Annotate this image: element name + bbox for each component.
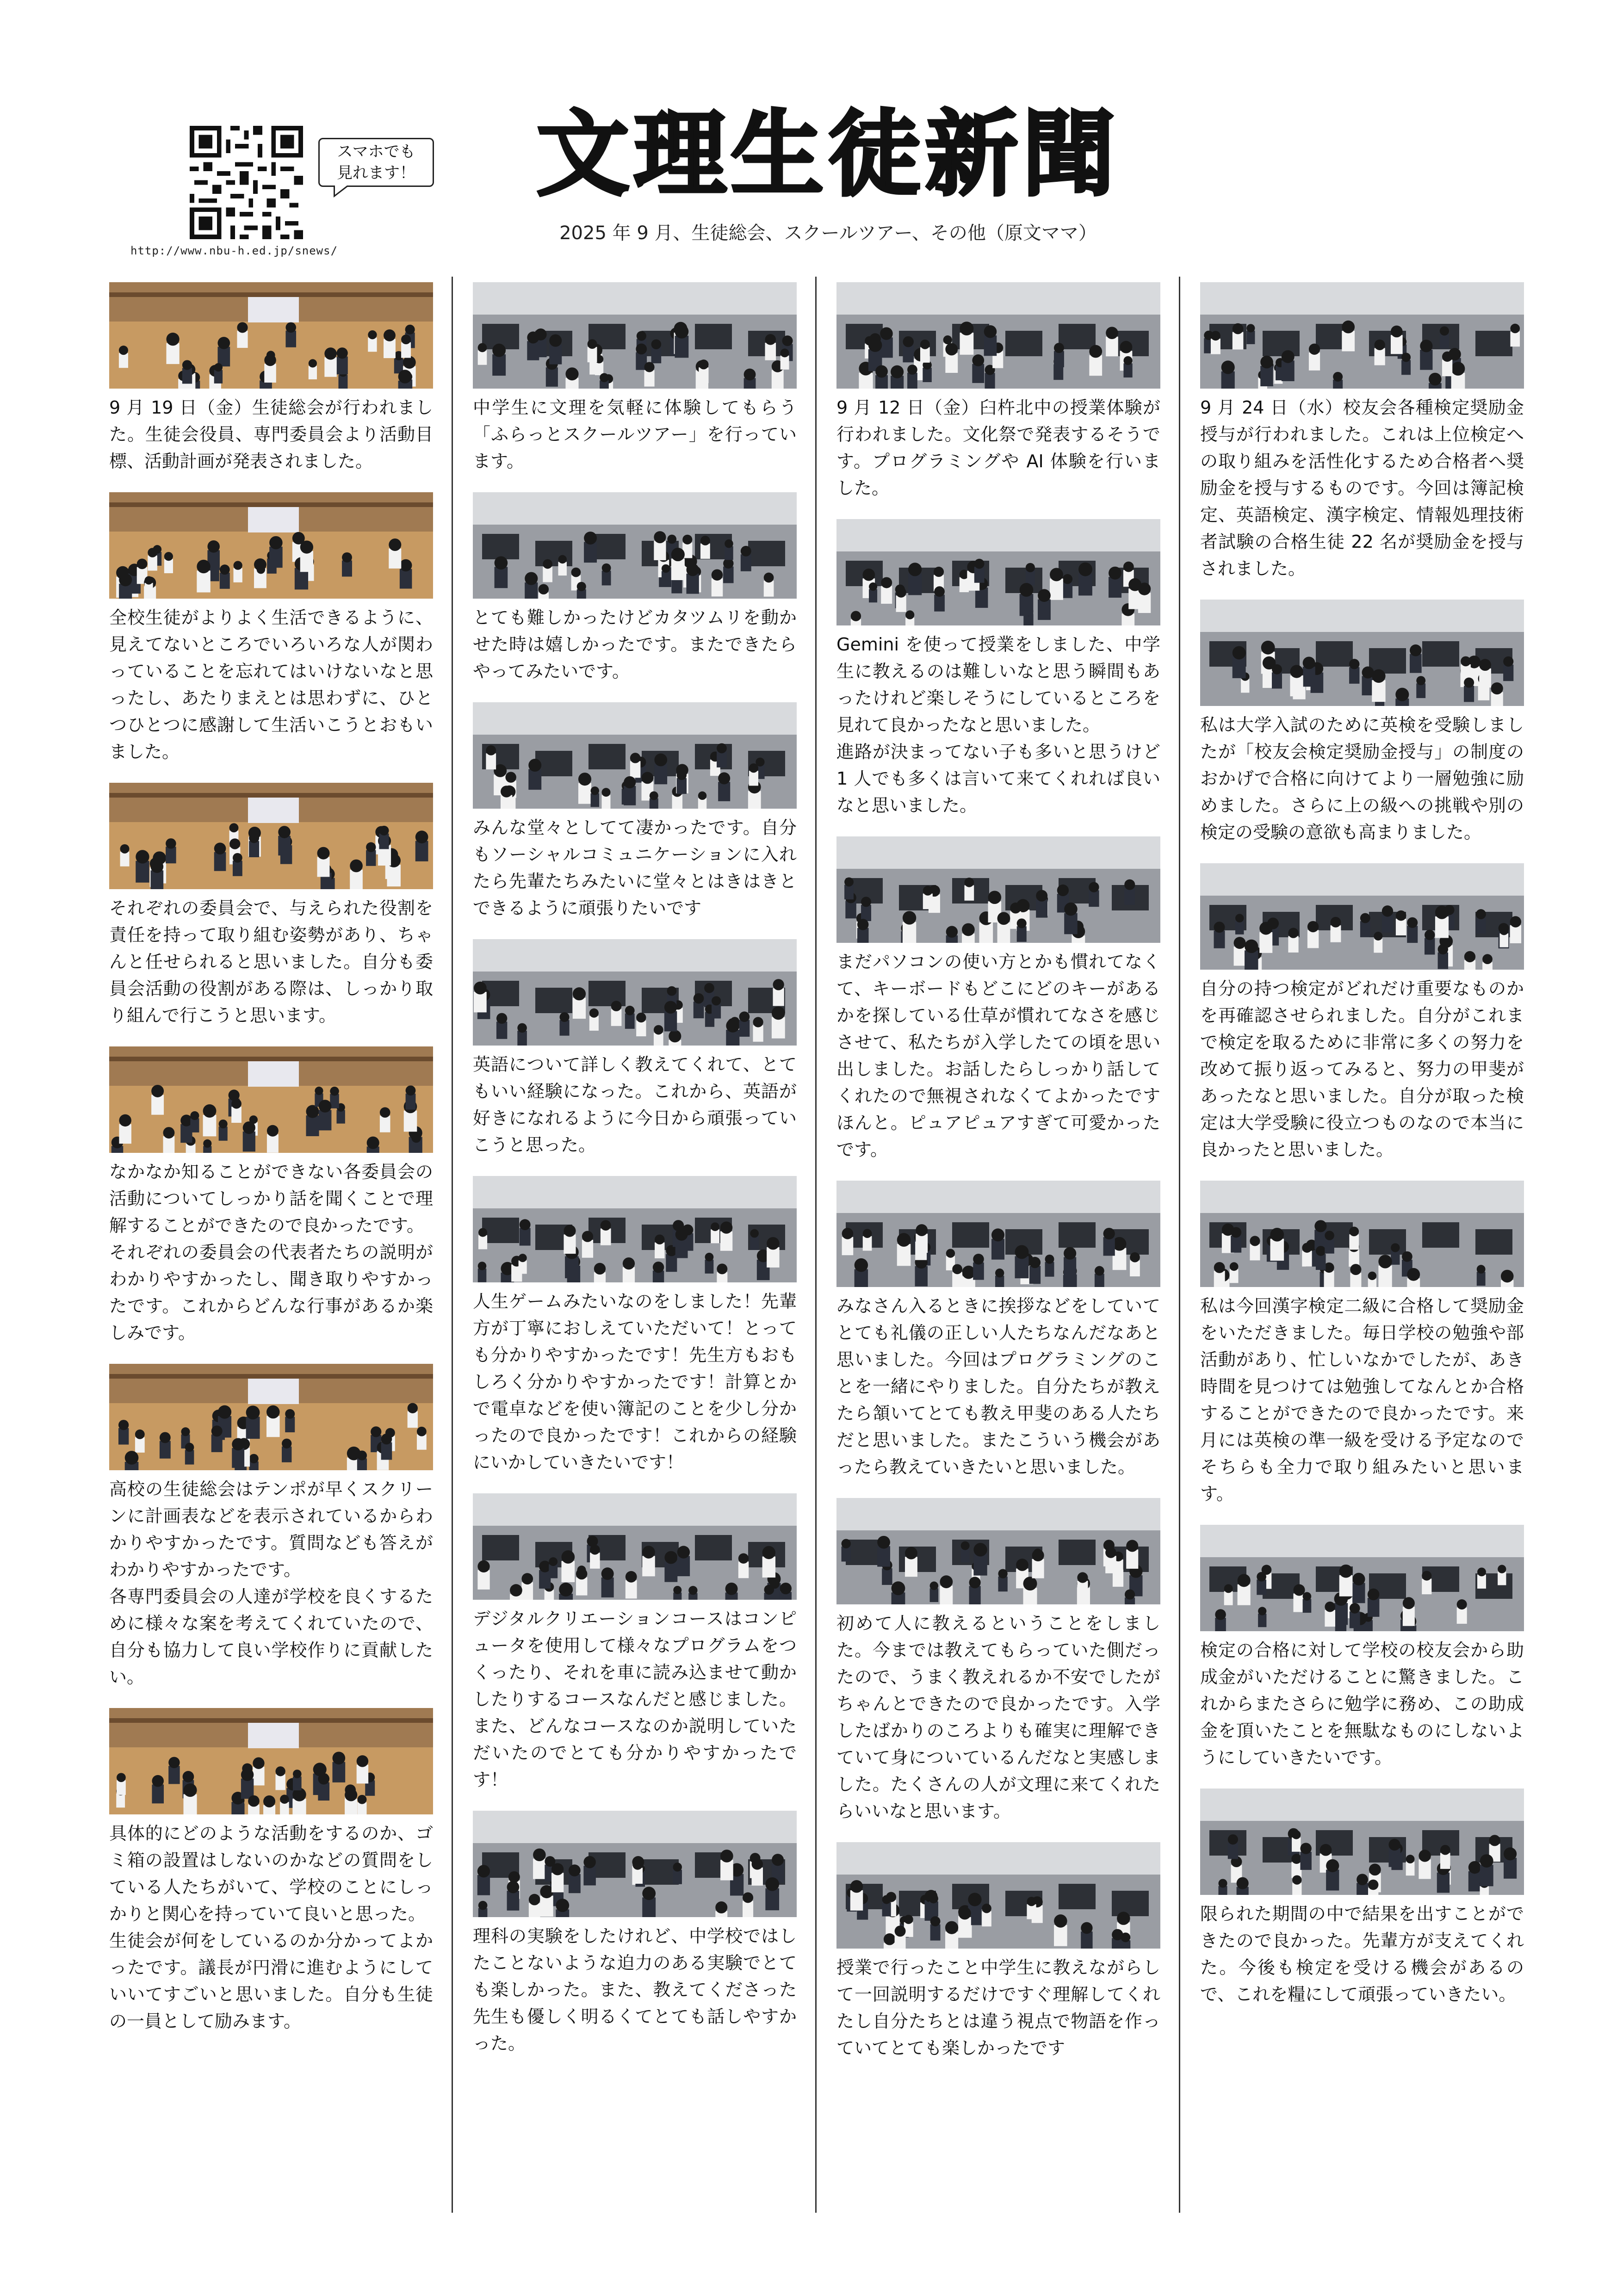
article bbox=[473, 282, 797, 475]
newspaper-subtitle: 2025 年 9 月、生徒総会、スクールツアー、その他（原文ママ） bbox=[559, 223, 1097, 244]
article-text: 9 月 19 日（金）生徒総会が行われました。生徒会役員、専門委員会より活動目標、活動計画が発表されました。 bbox=[109, 397, 433, 471]
article bbox=[473, 1493, 797, 1793]
article bbox=[109, 1364, 433, 1690]
article-text: 全校生徒がよりよく生活できるように、見えてないところでいろいろな人が関わっていることを忘れてはいけないなと思ったし、あたりまえとは思わずに、ひとつひとつに感謝して生活いこうとおもいました。 bbox=[109, 607, 433, 762]
article-text: 高校の生徒総会はテンポが早くスクリーンに計画表などを表示されているからわかりやすかったです。質問なども答えがわかりやすかったです。 各専門委員会の人達が学校を良くするために様々な案を考えてくれていたので、自分も協力して良い学校作りに貢献したい。 bbox=[109, 1479, 433, 1687]
photo-award-group-photo bbox=[1200, 282, 1524, 389]
photo-science-lab bbox=[473, 1811, 797, 1917]
column-divider bbox=[815, 277, 817, 2213]
photo-award-final-group bbox=[1200, 1789, 1524, 1895]
column-general-assembly bbox=[109, 282, 433, 2052]
article-text: それぞれの委員会で、与えられた役割を責任を持って取り組む姿勢があり、ちゃんと任せられると思いました。自分も委員会活動の役割がある際は、しっかり取り組んで行こうと思います。 bbox=[109, 898, 433, 1026]
article bbox=[836, 836, 1160, 1163]
newspaper-url[interactable]: http://www.nbu-h.ed.jp/snews/ bbox=[130, 244, 338, 257]
article bbox=[473, 939, 797, 1158]
photo-award-seated-students bbox=[1200, 1181, 1524, 1287]
article bbox=[109, 783, 433, 1029]
article bbox=[836, 1498, 1160, 1825]
article-text: 9 月 24 日（水）校友会各種検定奨励金授与が行われました。これは上位検定への取り組みを活性化するため合格者へ奨励金を授与するものです。今回は簿記検定、英語検定、漢字検定、情報処理技術者試験の合格生徒 22 名が奨励金を授与されました。 bbox=[1200, 397, 1524, 579]
column-divider bbox=[1179, 277, 1180, 2213]
article bbox=[836, 519, 1160, 819]
article-text: 中学生に文理を気軽に体験してもらう「ふらっとスクールツアー」を行っています。 bbox=[473, 397, 797, 471]
photo-gym-seated-rows bbox=[109, 492, 433, 599]
article-text: 具体的にどのような活動をするのか、ゴミ箱の設置はしないのかなどの質問をしている人たちがいて、学校のことにしっかりと関心を持っていて良いと思った。 生徒会が何をしているのか分かってよかったです。議長が円滑に進むようにしていいてすごいと思いました。自分も生徒の一員として励みます。 bbox=[109, 1823, 433, 2031]
article-text: 私は今回漢字検定二級に合格して奨励金をいただきました。毎日学校の勉強や部活動があり、忙しいなかでしたが、あき時間を見つけては勉強してなんとか合格することができたので良かったです。来月には英検の準一級を受ける予定なのでそちらも全力で取り組みたいと思います。 bbox=[1200, 1296, 1524, 1504]
article-text: とても難しかったけどカタツムリを動かせた時は嬉しかったです。またできたらやってみたいです。 bbox=[473, 607, 797, 681]
photo-computer-lab-group bbox=[473, 492, 797, 599]
column-divider bbox=[452, 277, 453, 2213]
photo-programming-together bbox=[836, 1181, 1160, 1287]
article bbox=[109, 282, 433, 475]
column-award-ceremony bbox=[1200, 282, 1524, 2025]
article-text: 人生ゲームみたいなのをしました！先輩方が丁寧におしえていただいて！とっても分かりやすかったです！先生方もおもしろく分かりやすかったです！計算とかで電卓などを使い簿記のことを少し分かったので良かったです！これからの経験にいかしていきたいです！ bbox=[473, 1291, 797, 1473]
article bbox=[836, 1181, 1160, 1480]
photo-gym-whole-school bbox=[109, 1708, 433, 1814]
article bbox=[1200, 863, 1524, 1163]
photo-gym-committees-floor bbox=[109, 783, 433, 889]
article bbox=[109, 1046, 433, 1346]
article bbox=[473, 492, 797, 685]
article-text: 9 月 12 日（金）臼杵北中の授業体験が行われました。文化祭で発表するそうです。プログラミングや AI 体験を行いました。 bbox=[836, 397, 1160, 498]
article-text: デジタルクリエーションコースはコンピュータを使用して様々なプログラムをつくったり、それを車に読み込ませて動かしたりするコースなんだと感じました。また、どんなコースなのか説明していただいたのでとても分かりやすかったです！ bbox=[473, 1609, 797, 1790]
qr-code bbox=[190, 126, 303, 239]
article bbox=[836, 282, 1160, 501]
photo-lab-class-experience bbox=[836, 282, 1160, 389]
photo-award-ceremony-library bbox=[1200, 600, 1524, 706]
article-text: 英語について詳しく教えてくれて、とてもいい経験になった。これから、英語が好きになれるように今日から頑張っていこうと思った。 bbox=[473, 1054, 797, 1155]
article-text: みなさん入るときに挨拶などをしていてとても礼儀の正しい人たちなんだなあと思いました。今回はプログラミングのことを一緒にやりました。自分たちが教えたら頷いてとても教え甲斐のある人たちだと思いました。またこういう機会があったら教えていきたいと思いました。 bbox=[836, 1296, 1160, 1477]
newspaper-title bbox=[532, 101, 1124, 212]
photo-award-speech bbox=[1200, 863, 1524, 970]
article bbox=[1200, 1789, 1524, 2008]
article-text: 自分の持つ検定がどれだけ重要なものかを再確認させられました。自分がこれまで検定を取るために非常に多くの努力を改めて振り返ってみると、努力の甲斐があったなと思いました。自分が取った検定は大学受験に役立つものなので本当に良かったと思いました。 bbox=[1200, 978, 1524, 1160]
article bbox=[473, 1811, 797, 2057]
article bbox=[109, 492, 433, 765]
photo-story-lesson bbox=[836, 1842, 1160, 1949]
photo-keyboard-help bbox=[836, 836, 1160, 943]
photo-computer-lab-visitors bbox=[473, 282, 797, 389]
article-text: 理科の実験をしたけれど、中学校ではしたことないような迫力のある実験でとても楽しかった。また、教えてくださった先生も優しく明るくてとても話しやすかった。 bbox=[473, 1926, 797, 2054]
article bbox=[473, 1176, 797, 1476]
photo-first-teaching bbox=[836, 1498, 1160, 1604]
article-text: 初めて人に教えるということをしました。今までは教えてもらっていた側だったので、うまく教えれるか不安でしたがちゃんとできたので良かったです。入学したばかりのころよりも確実に理解できていて身についているんだなと実感しました。たくさんの人が文理に来てくれたらいいなと思います。 bbox=[836, 1613, 1160, 1821]
column-school-tour bbox=[473, 282, 797, 2074]
article-text: 私は大学入試のために英検を受験しましたが「校友会検定奨励金授与」の制度のおかげで合格に向けてより一層勉強に励めました。さらに上の級への挑戦や別の検定の受験の意欲も高まりました。 bbox=[1200, 715, 1524, 842]
article bbox=[1200, 1525, 1524, 1771]
photo-gym-assembly-stage bbox=[109, 282, 433, 389]
article bbox=[1200, 282, 1524, 582]
photo-gym-representatives bbox=[109, 1046, 433, 1153]
photo-raised-hands-class bbox=[473, 702, 797, 809]
smartphone-note-bubble bbox=[318, 138, 434, 187]
article-text: 限られた期間の中で結果を出すことができたので良かった。先輩方が支えてくれた。今後も検定を受ける機会があるので、これを糧にして頑張っていきたい。 bbox=[1200, 1904, 1524, 2005]
article bbox=[1200, 600, 1524, 846]
smartphone-note-text: スマホでも 見れます！ bbox=[337, 142, 415, 182]
photo-digital-creation-lab bbox=[473, 1493, 797, 1600]
photo-english-classroom bbox=[473, 939, 797, 1046]
photo-gym-screen-presentation bbox=[109, 1364, 433, 1470]
article-text: 授業で行ったこと中学生に教えながらして一回説明するだけですぐ理解してくれたし自分たちとは違う視点で物語を作っていてとても楽しかったです bbox=[836, 1957, 1160, 2058]
newspaper-title-text: 文理生徒新聞 bbox=[536, 101, 1120, 209]
article bbox=[836, 1842, 1160, 2061]
column-class-experience bbox=[836, 282, 1160, 2079]
article-text: まだパソコンの使い方とかも慣れてなくて、キーボードもどこにどのキーがあるかを探している仕草が慣れてなさを感じさせて、私たちが入学したての頃を思い出しました。お話したらしっかり話してくれたので無視されなくてよかったですほんと。ピュアピュアすぎて可愛かったです。 bbox=[836, 952, 1160, 1160]
article bbox=[1200, 1181, 1524, 1507]
article bbox=[109, 1708, 433, 2035]
article-text: 検定の合格に対して学校の校友会から助成金がいただけることに驚きました。これからまたさらに勉学に務め、この助成金を頂いたことを無駄なものにしないようにしていきたいです。 bbox=[1200, 1640, 1524, 1768]
photo-life-game-table bbox=[473, 1176, 797, 1282]
photo-award-room-wide bbox=[1200, 1525, 1524, 1631]
article bbox=[473, 702, 797, 922]
article-text: みんな堂々としてて凄かったです。自分もソーシャルコミュニケーションに入れたら先輩たちみたいに堂々とはきはきとできるように頑張りたいです bbox=[473, 817, 797, 918]
article-text: なかなか知ることができない各委員会の活動についてしっかり話を聞くことで理解することができたので良かったです。 それぞれの委員会の代表者たちの説明がわかりやすかったし、聞き取りやすかったです。これからどんな行事があるか楽しみです。 bbox=[109, 1162, 433, 1343]
article-text: Gemini を使って授業をしました、中学生に教えるのは難しいなと思う瞬間もあったけれど楽しそうにしているところを見れて良かったなと思いました。 進路が決まってない子も多いと思うけど 1 人でも多くは言いて来てくれれば良いなと思いました。 bbox=[836, 634, 1160, 816]
photo-gemini-lesson bbox=[836, 519, 1160, 625]
